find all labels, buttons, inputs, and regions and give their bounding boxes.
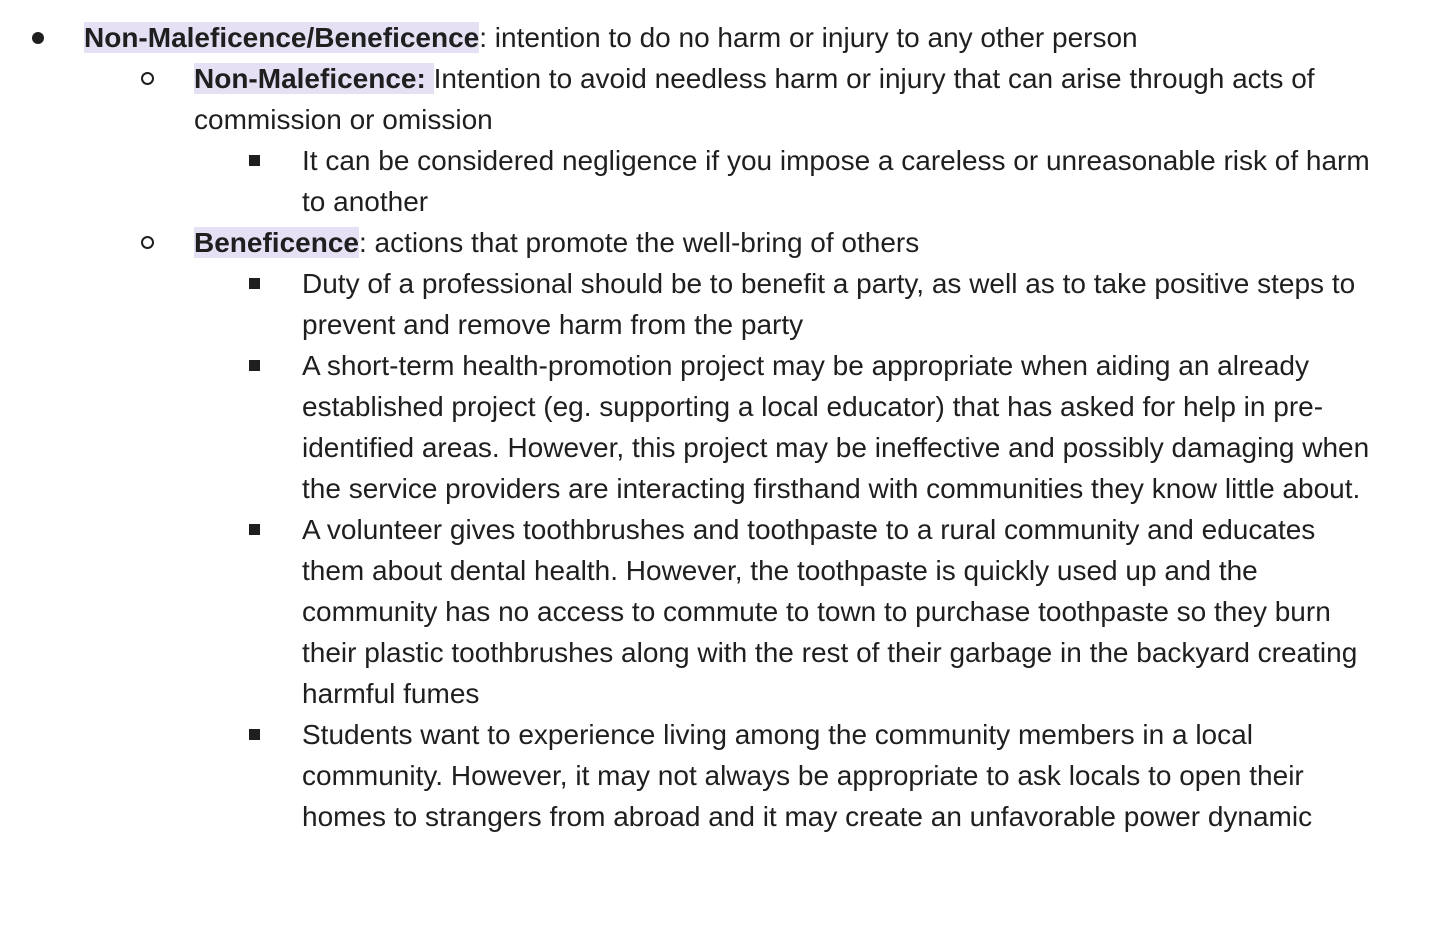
term-non-maleficence: Non-Maleficence: bbox=[194, 63, 426, 94]
list-item-detail bbox=[0, 714, 1440, 837]
bullet-square-icon bbox=[249, 345, 260, 386]
list-item-detail bbox=[0, 345, 1440, 509]
detail-text: A short-term health-promotion project may be appropriate when aiding an already established project (eg. supporting a local educator) that has asked for help in pre-identified areas. However, this project may be ineffective and possibly damaging when the service providers are interacting firsthand with communities they know little about. bbox=[302, 350, 1370, 504]
detail-text: It can be considered negligence if you impose a careless or unreasonable risk of harm to another bbox=[302, 145, 1370, 217]
list-item-non-maleficence-beneficence bbox=[0, 17, 1440, 58]
list-item-non-maleficence bbox=[0, 58, 1440, 140]
bullet-circle-icon bbox=[141, 58, 154, 99]
list-item-beneficence bbox=[0, 222, 1440, 263]
bullet-square-icon bbox=[249, 714, 260, 755]
bullet-circle-icon bbox=[141, 222, 154, 263]
document-body bbox=[0, 17, 1440, 837]
definition-text: : intention to do no harm or injury to any other person bbox=[479, 22, 1138, 53]
definition-text: Intention to avoid needless harm or injury that can arise through acts of commission or omission bbox=[194, 63, 1315, 135]
bullet-square-icon bbox=[249, 509, 260, 550]
detail-text: A volunteer gives toothbrushes and toothpaste to a rural community and educates them about dental health. However, the toothpaste is quickly used up and the community has no access to commute to town to purchase toothpaste so they burn their plastic toothbrushes along with the rest of their garbage in the backyard creating harmful fumes bbox=[302, 514, 1358, 709]
list-item-detail bbox=[0, 263, 1440, 345]
bullet-disc-icon bbox=[32, 17, 44, 58]
detail-text: Students want to experience living among the community members in a local community. However, it may not always be appropriate to ask locals to open their homes to strangers from abroad and it may create an unfavorable power dynamic bbox=[302, 719, 1313, 832]
bullet-square-icon bbox=[249, 140, 260, 181]
list-item-detail bbox=[0, 509, 1440, 714]
term-beneficence: Beneficence bbox=[194, 227, 359, 258]
term-non-maleficence-beneficence: Non-Maleficence/Beneficence bbox=[84, 22, 480, 53]
definition-text: : actions that promote the well-bring of others bbox=[358, 227, 920, 258]
bullet-square-icon bbox=[249, 263, 260, 304]
detail-text: Duty of a professional should be to benefit a party, as well as to take positive steps to prevent and remove harm from the party bbox=[302, 268, 1356, 340]
list-item-detail bbox=[0, 140, 1440, 222]
